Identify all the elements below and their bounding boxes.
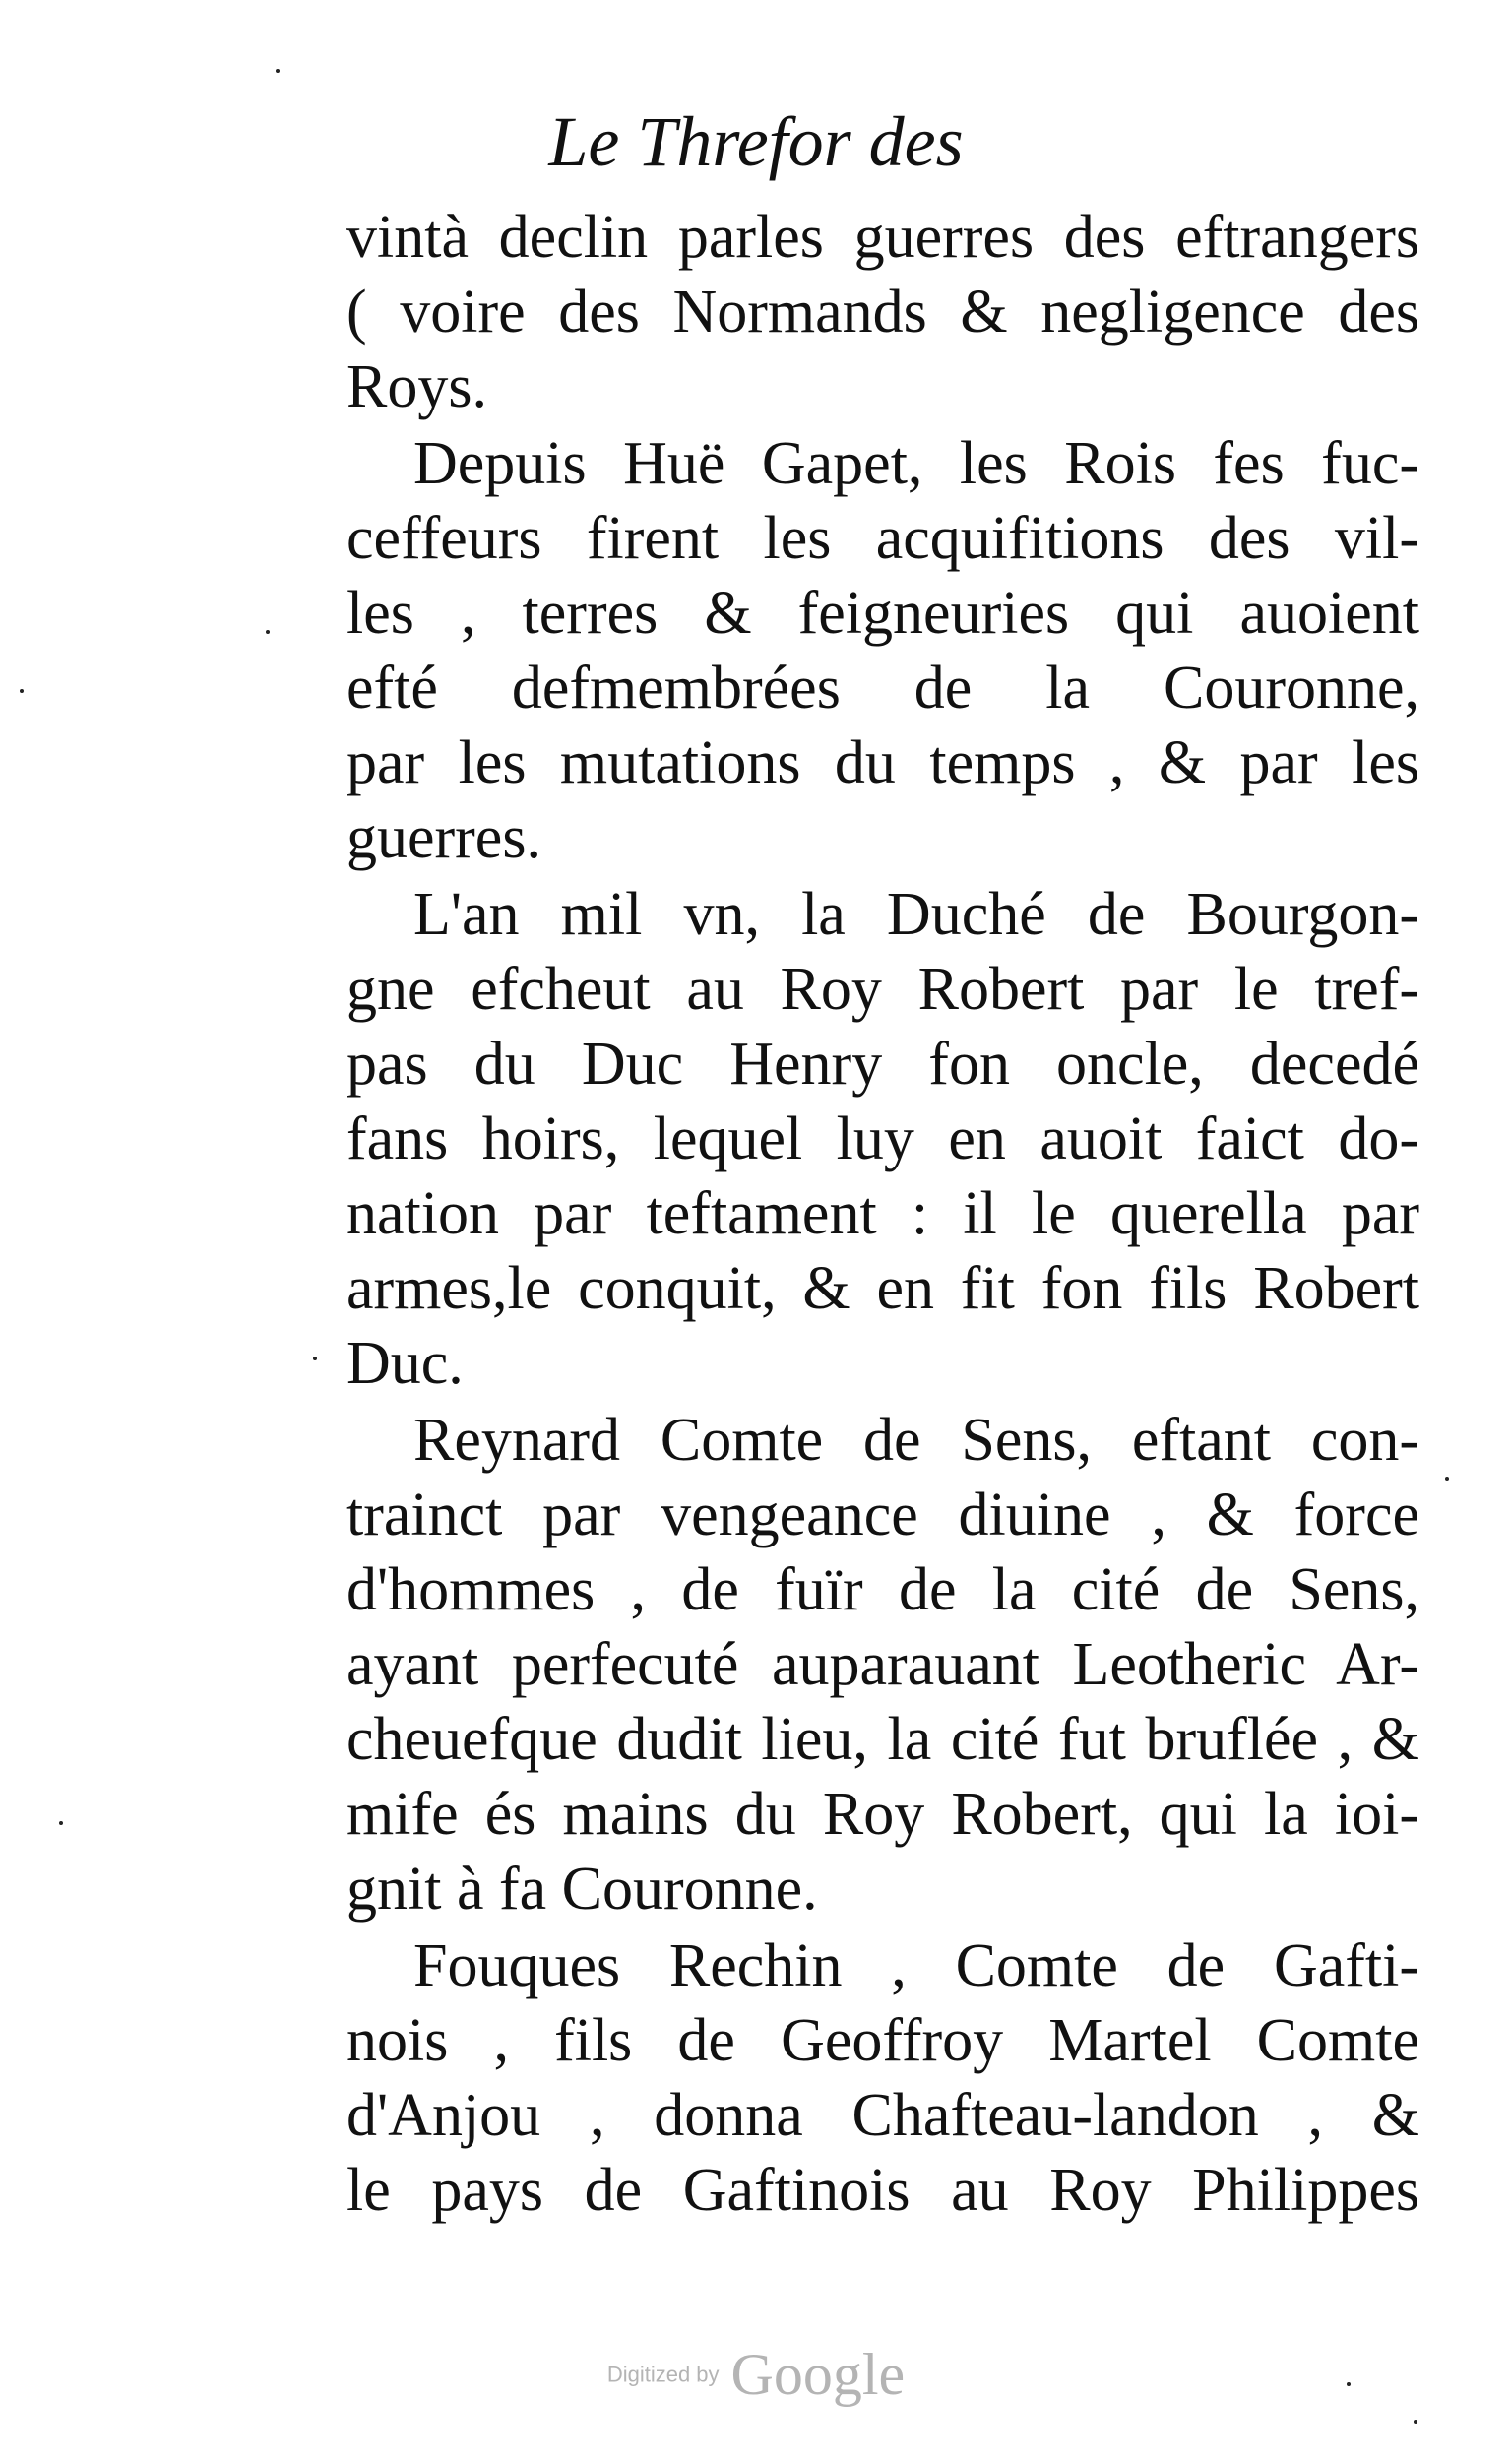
text-line: vintà declin parles guerres des eftrangers	[346, 204, 1419, 271]
text-line: efté defmembrées de la Couronne,	[346, 655, 1419, 722]
scan-speck	[276, 69, 280, 73]
text-line: armes,le conquit, & en fit fon fils Robert	[346, 1255, 1419, 1322]
scan-speck	[20, 689, 24, 693]
scan-speck	[266, 630, 270, 634]
digitized-watermark	[0, 2341, 1512, 2409]
text-line: guerres.	[346, 804, 541, 871]
text-line: Roys.	[346, 353, 487, 420]
text-line: Depuis Huë Gapet, les Rois fes fuc-	[413, 430, 1419, 497]
google-logo: Google	[730, 2342, 906, 2407]
text-line: gne efcheut au Roy Robert par le tref-	[346, 956, 1419, 1023]
text-line: les , terres & feigneuries qui auoient	[346, 580, 1419, 647]
text-line: d'Anjou , donna Chafteau-landon , &	[346, 2082, 1419, 2149]
scan-speck	[59, 1821, 63, 1825]
scan-speck	[1445, 1477, 1449, 1481]
text-line: gnit à fa Couronne.	[346, 1856, 818, 1923]
text-line: nation par teftament : il le querella par	[346, 1180, 1419, 1247]
text-line: d'hommes , de fuïr de la cité de Sens,	[346, 1556, 1419, 1623]
text-line: fans hoirs, lequel luy en auoit faict do-	[346, 1105, 1419, 1172]
text-line: par les mutations du temps , & par les	[346, 729, 1419, 796]
scan-speck	[313, 1357, 317, 1360]
text-line: cheuefque dudit lieu, la cité fut bruflée , &	[346, 1706, 1419, 1773]
text-line: pas du Duc Henry fon oncle, decedé	[346, 1031, 1419, 1098]
text-line: L'an mil vn, la Duché de Bourgon-	[413, 881, 1419, 948]
watermark-prefix: Digitized by	[606, 2362, 720, 2387]
text-line: ( voire des Normands & negligence des	[346, 279, 1419, 346]
scan-speck	[1414, 2420, 1418, 2424]
scan-speck	[1347, 2382, 1351, 2386]
text-line: trainct par vengeance diuine , & force	[346, 1482, 1419, 1548]
text-line: ceffeurs firent les acquifitions des vil-	[346, 505, 1419, 572]
text-line: le pays de Gaftinois au Roy Philippes	[346, 2157, 1419, 2224]
text-line: ayant perfecuté auparauant Leotheric Ar-	[346, 1631, 1419, 1698]
text-line: Fouques Rechin , Comte de Gafti-	[413, 1932, 1419, 1999]
text-line: mife és mains du Roy Robert, qui la ioi-	[346, 1781, 1419, 1848]
text-line: Reynard Comte de Sens, eftant con-	[413, 1407, 1419, 1474]
running-header: Le Threfor des	[548, 102, 964, 181]
text-line: Duc.	[346, 1330, 464, 1397]
text-line: nois , fils de Geoffroy Martel Comte	[346, 2007, 1419, 2074]
